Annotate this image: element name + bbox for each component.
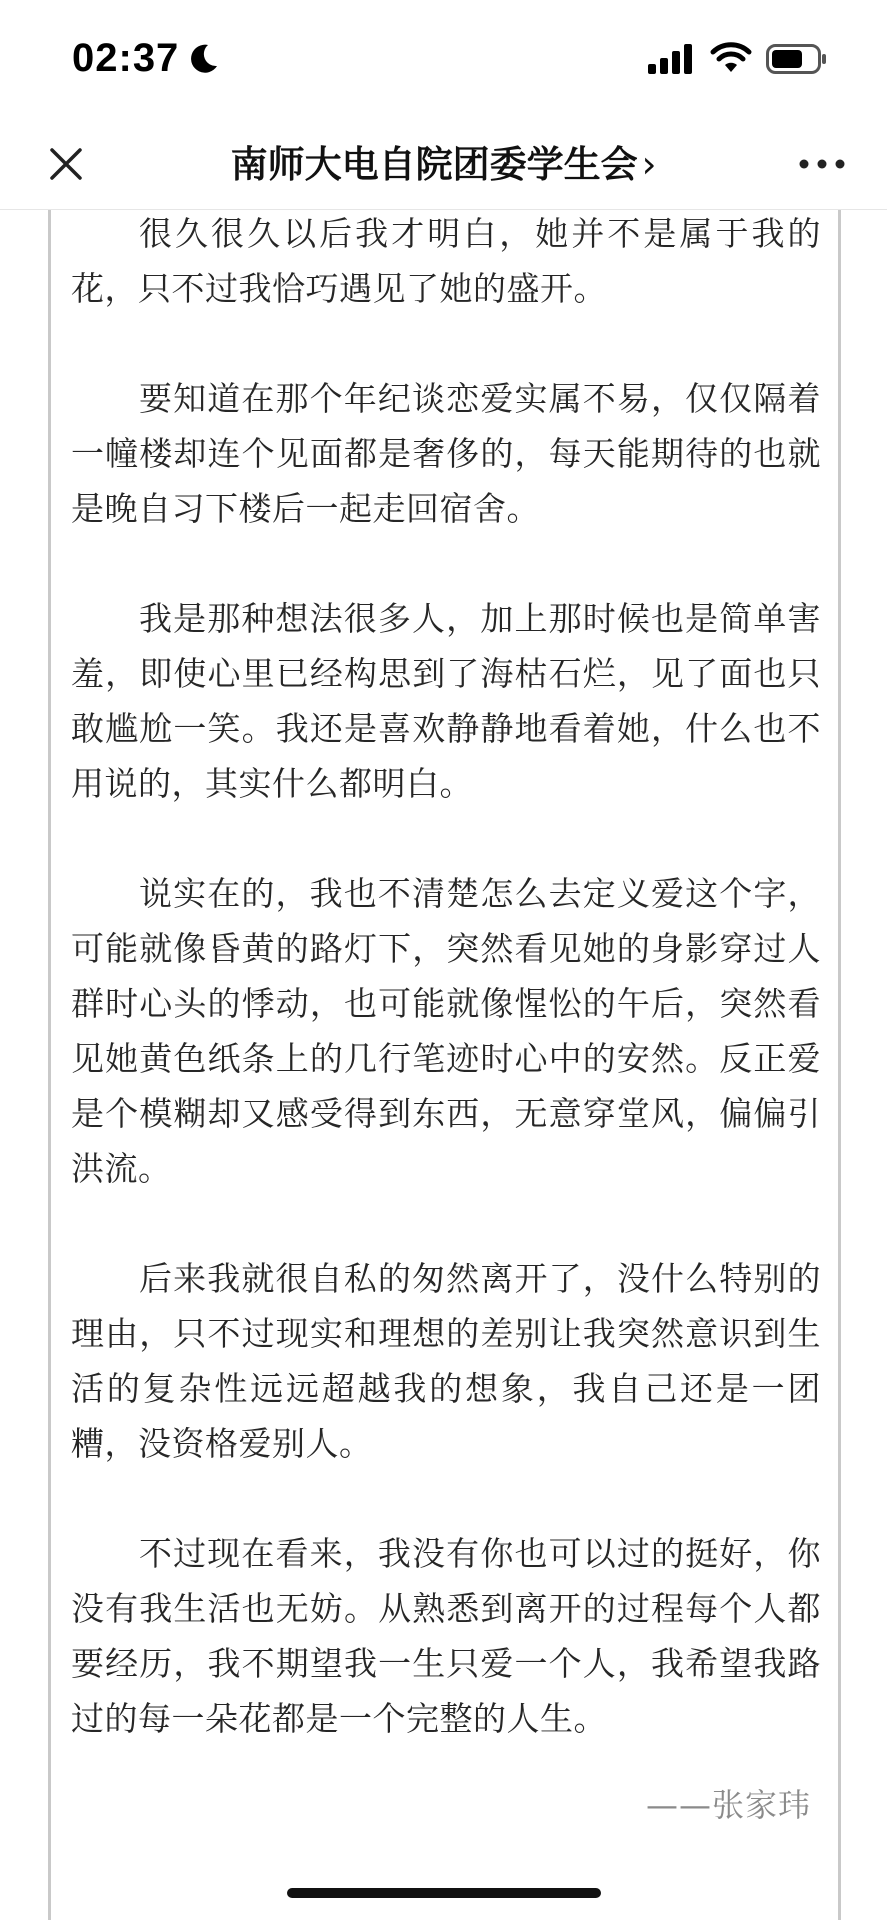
account-title[interactable]	[0, 134, 887, 188]
article-body	[71, 206, 821, 1801]
paragraph: 后来我就很自私的匆然离开了，没什么特别的理由，只不过现实和理想的差别让我突然意识到生活的复杂性远远超越我的想象，我自己还是一团糟，没资格爱别人。	[71, 1259, 821, 1463]
more-icon[interactable]	[796, 144, 848, 184]
author-signature: ——张家玮	[645, 1786, 811, 1824]
signal-icon	[648, 44, 694, 74]
paragraph: 说实在的，我也不清楚怎么去定义爱这个字，可能就像昏黄的路灯下，突然看见她的身影穿过人群时心头的悸动，也可能就像惺忪的午后，突然看见她黄色纸条上的几行笔迹时心中的安然。反正爱是个模糊却又感受得到东西，无意穿堂风，偏偏引洪流。	[71, 874, 821, 1188]
nav-bar	[0, 120, 887, 210]
status-time: 02:37	[72, 36, 180, 80]
paragraph: 要知道在那个年纪谈恋爱实属不易，仅仅隔着一幢楼却连个见面都是奢侈的，每天能期待的也就是晚自习下楼后一起走回宿舍。	[71, 379, 821, 528]
wifi-icon	[710, 42, 752, 74]
account-name: 南师大电自院团委学生会	[230, 143, 638, 186]
moon-icon	[186, 42, 220, 76]
battery-icon	[766, 44, 828, 74]
status-bar	[0, 0, 887, 120]
paragraph: 我是那种想法很多人，加上那时候也是简单害羞，即使心里已经构思到了海枯石烂，见了面也只敢尴尬一笑。我还是喜欢静静地看着她，什么也不用说的，其实什么都明白。	[71, 599, 821, 803]
paragraph: 很久很久以后我才明白，她并不是属于我的花，只不过我恰巧遇见了她的盛开。	[71, 214, 821, 308]
chevron-right-icon: ›	[641, 143, 657, 186]
home-indicator[interactable]	[287, 1888, 601, 1898]
paragraph: 不过现在看来，我没有你也可以过的挺好，你没有我生活也无妨。从熟悉到离开的过程每个人都要经历，我不期望我一生只爱一个人，我希望我路过的每一朵花都是一个完整的人生。	[71, 1534, 821, 1738]
